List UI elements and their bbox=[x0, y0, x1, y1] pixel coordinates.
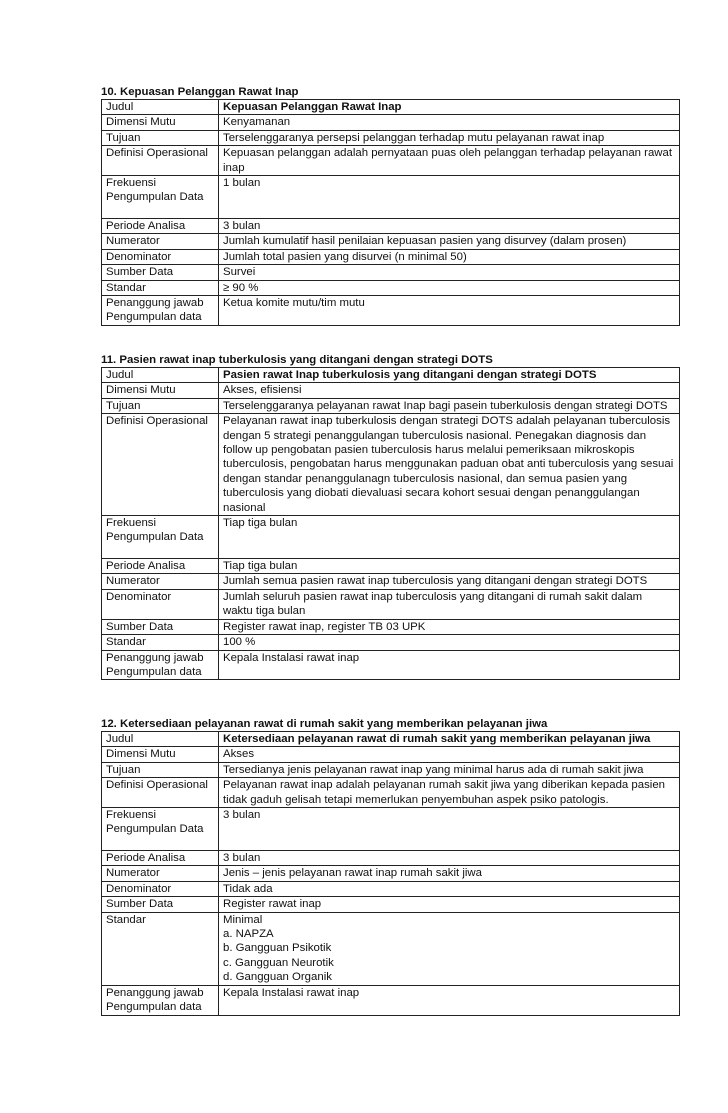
row-label: Penanggung jawab Pengumpulan data bbox=[102, 296, 219, 326]
row-value: 100 % bbox=[219, 635, 680, 650]
row-numerator bbox=[102, 574, 680, 589]
row-value: Ketersediaan pelayanan rawat di rumah sakit yang memberikan pelayanan jiwa bbox=[219, 732, 680, 747]
row-sumber-data bbox=[102, 265, 680, 280]
row-judul bbox=[102, 100, 680, 115]
row-label: Frekuensi Pengumpulan Data bbox=[102, 176, 219, 219]
row-sumber-data bbox=[102, 619, 680, 634]
row-penanggung-jawab bbox=[102, 985, 680, 1015]
row-label: Tujuan bbox=[102, 398, 219, 413]
row-value: ≥ 90 % bbox=[219, 280, 680, 295]
row-frekuensi bbox=[102, 516, 680, 559]
indicator-table bbox=[101, 731, 680, 1016]
row-value: Jumlah seluruh pasien rawat inap tuberculosis yang ditangani di rumah sakit dalam waktu tiga bulan bbox=[219, 589, 680, 619]
indicator-section-10 bbox=[101, 85, 680, 326]
row-label: Definisi Operasional bbox=[102, 414, 219, 516]
row-label: Sumber Data bbox=[102, 265, 219, 280]
row-value: 3 bulan bbox=[219, 808, 680, 851]
row-value: Kepuasan Pelanggan Rawat Inap bbox=[219, 100, 680, 115]
row-label: Periode Analisa bbox=[102, 219, 219, 234]
row-label: Numerator bbox=[102, 234, 219, 249]
row-denominator bbox=[102, 589, 680, 619]
standar-list-item: Minimal bbox=[223, 913, 263, 926]
row-dimensi-mutu bbox=[102, 115, 680, 130]
row-value: Jumlah total pasien yang disurvei (n minimal 50) bbox=[219, 249, 680, 264]
row-value: Register rawat inap bbox=[219, 897, 680, 912]
row-judul bbox=[102, 368, 680, 383]
standar-list-item: b. Gangguan Psikotik bbox=[223, 942, 332, 955]
row-label: Sumber Data bbox=[102, 619, 219, 634]
row-dimensi-mutu bbox=[102, 383, 680, 398]
row-definisi-operasional bbox=[102, 778, 680, 808]
row-label: Sumber Data bbox=[102, 897, 219, 912]
row-value: 3 bulan bbox=[219, 851, 680, 866]
row-frekuensi bbox=[102, 176, 680, 219]
row-label: Dimensi Mutu bbox=[102, 383, 219, 398]
row-value: Akses bbox=[219, 747, 680, 762]
section-title: 10. Kepuasan Pelanggan Rawat Inap bbox=[101, 86, 299, 98]
row-dimensi-mutu bbox=[102, 747, 680, 762]
row-value: Terselenggaranya persepsi pelanggan terhadap mutu pelayanan rawat inap bbox=[219, 130, 680, 145]
row-sumber-data bbox=[102, 897, 680, 912]
row-tujuan bbox=[102, 398, 680, 413]
row-numerator bbox=[102, 866, 680, 881]
row-value: Register rawat inap, register TB 03 UPK bbox=[219, 619, 680, 634]
row-denominator bbox=[102, 249, 680, 264]
row-numerator bbox=[102, 234, 680, 249]
row-value: Jumlah semua pasien rawat inap tuberculosis yang ditangani dengan strategi DOTS bbox=[219, 574, 680, 589]
row-value: Tiap tiga bulan bbox=[219, 516, 680, 559]
row-label: Denominator bbox=[102, 589, 219, 619]
section-title: 11. Pasien rawat inap tuberkulosis yang ditangani dengan strategi DOTS bbox=[101, 354, 493, 366]
row-definisi-operasional bbox=[102, 146, 680, 176]
row-label: Definisi Operasional bbox=[102, 778, 219, 808]
row-label: Tujuan bbox=[102, 130, 219, 145]
row-penanggung-jawab bbox=[102, 650, 680, 680]
row-periode-analisa bbox=[102, 559, 680, 574]
row-label: Dimensi Mutu bbox=[102, 115, 219, 130]
row-label: Denominator bbox=[102, 249, 219, 264]
indicator-table bbox=[101, 99, 680, 326]
row-value: Kepala Instalasi rawat inap bbox=[219, 650, 680, 680]
row-label: Judul bbox=[102, 732, 219, 747]
row-label: Numerator bbox=[102, 866, 219, 881]
indicator-table bbox=[101, 367, 680, 680]
row-label: Standar bbox=[102, 912, 219, 985]
row-label: Periode Analisa bbox=[102, 851, 219, 866]
row-standar bbox=[102, 912, 680, 985]
row-frekuensi bbox=[102, 808, 680, 851]
row-label: Definisi Operasional bbox=[102, 146, 219, 176]
row-label: Tujuan bbox=[102, 762, 219, 777]
standar-list bbox=[219, 912, 680, 985]
row-value: Pasien rawat Inap tuberkulosis yang ditangani dengan strategi DOTS bbox=[219, 368, 680, 383]
row-tujuan bbox=[102, 130, 680, 145]
row-value: Jumlah kumulatif hasil penilaian kepuasan pasien yang disurvey (dalam prosen) bbox=[219, 234, 680, 249]
row-label: Penanggung jawab Pengumpulan data bbox=[102, 650, 219, 680]
row-value: Tidak ada bbox=[219, 881, 680, 896]
row-periode-analisa bbox=[102, 851, 680, 866]
standar-list-item: a. NAPZA bbox=[223, 928, 274, 941]
row-label: Frekuensi Pengumpulan Data bbox=[102, 516, 219, 559]
row-judul bbox=[102, 732, 680, 747]
row-value: Survei bbox=[219, 265, 680, 280]
row-value: Kenyamanan bbox=[219, 115, 680, 130]
indicator-section-12 bbox=[101, 717, 680, 1016]
row-denominator bbox=[102, 881, 680, 896]
row-definisi-operasional bbox=[102, 414, 680, 516]
row-label: Numerator bbox=[102, 574, 219, 589]
row-periode-analisa bbox=[102, 219, 680, 234]
row-value: Pelayanan rawat inap adalah pelayanan rumah sakit jiwa yang diberikan kepada pasien tidak gaduh gelisah tetapi memerlukan penyembuhan aspek psiko patologis. bbox=[219, 778, 680, 808]
row-label: Denominator bbox=[102, 881, 219, 896]
row-label: Frekuensi Pengumpulan Data bbox=[102, 808, 219, 851]
row-value: Jenis – jenis pelayanan rawat inap rumah sakit jiwa bbox=[219, 866, 680, 881]
section-title: 12. Ketersediaan pelayanan rawat di rumah sakit yang memberikan pelayanan jiwa bbox=[101, 718, 548, 730]
row-tujuan bbox=[102, 762, 680, 777]
row-value: 1 bulan bbox=[219, 176, 680, 219]
row-label: Periode Analisa bbox=[102, 559, 219, 574]
standar-list-item: c. Gangguan Neurotik bbox=[223, 956, 334, 969]
row-standar bbox=[102, 280, 680, 295]
row-penanggung-jawab bbox=[102, 296, 680, 326]
row-value: Ketua komite mutu/tim mutu bbox=[219, 296, 680, 326]
row-label: Standar bbox=[102, 280, 219, 295]
row-label: Judul bbox=[102, 368, 219, 383]
row-value: Kepuasan pelanggan adalah pernyataan puas oleh pelanggan terhadap pelayanan rawat inap bbox=[219, 146, 680, 176]
row-value: Pelayanan rawat inap tuberkulosis dengan strategi DOTS adalah pelayanan tuberculosis dengan 5 strategi penanggulangan tuberculosis nasional. Penegakan diagnosis dan follow up pengobatan pasien tuberculosis harus melalui pemeriksaan mikroskopis tuberculosis, pengobatan harus menggunakan paduan obat anti tuberculosis yang sesuai dengan standar penanggulanagn tuberculosis nasional, dan semua pasien yang tuberculosis yang diobati dievaluasi secara kohort sesuai dengan penanggulangan nasional bbox=[219, 414, 680, 516]
row-label: Judul bbox=[102, 100, 219, 115]
row-value: 3 bulan bbox=[219, 219, 680, 234]
row-standar bbox=[102, 635, 680, 650]
standar-list-item: d. Gangguan Organik bbox=[223, 971, 332, 984]
row-label: Dimensi Mutu bbox=[102, 747, 219, 762]
row-label: Standar bbox=[102, 635, 219, 650]
row-value: Tersedianya jenis pelayanan rawat inap yang minimal harus ada di rumah sakit jiwa bbox=[219, 762, 680, 777]
row-value: Kepala Instalasi rawat inap bbox=[219, 985, 680, 1015]
row-value: Akses, efisiensi bbox=[219, 383, 680, 398]
row-value: Terselenggaranya pelayanan rawat Inap bagi pasein tuberkulosis dengan strategi DOTS bbox=[219, 398, 680, 413]
indicator-section-11 bbox=[101, 353, 680, 680]
row-label: Penanggung jawab Pengumpulan data bbox=[102, 985, 219, 1015]
row-value: Tiap tiga bulan bbox=[219, 559, 680, 574]
